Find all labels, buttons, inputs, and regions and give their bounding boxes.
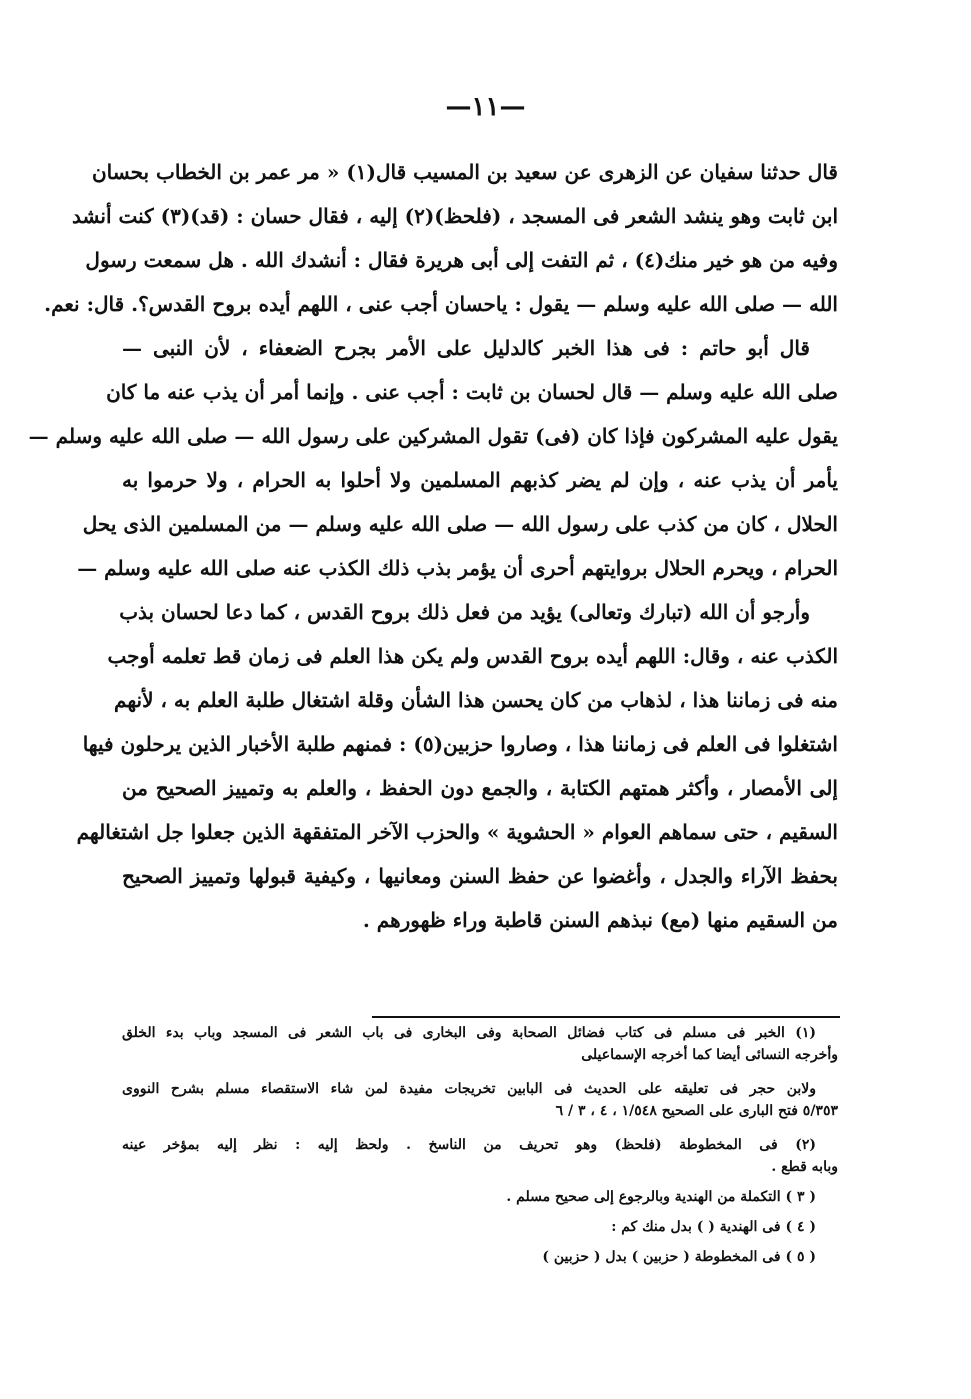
text-line: يقول عليه المشركون فإذا كان (فى) تقول المشركين على رسول الله — صلى الله عليه وسلم — — [28, 424, 838, 448]
page-number: —١١— — [445, 92, 526, 122]
footnote-line: ٥/٣٥٣ فتح البارى على الصحيح ١/٥٤٨ ، ٤ ، ٣ / ٦ — [555, 1103, 838, 1119]
text-line: بحفظ الآراء والجدل ، وأغضوا عن حفظ السنن ومعانيها ، وكيفية قبولها وتمييز الصحيح — [122, 864, 838, 888]
footnote-line: (٢) فى المخطوطة (فلحظ) وهو تحريف من الناسخ . ولحظ إليه : نظر إليه بمؤخر عينه — [122, 1137, 816, 1153]
text-line: وفيه من هو خير منك(٤) ، ثم التفت إلى أبى هريرة فقال : أنشدك الله . هل سمعت رسول — [85, 248, 838, 272]
text-line: يأمر أن يذب عنه ، وإن لم يضر كذبهم المسلمين ولا أحلوا به الحرام ، ولا حرموا به — [122, 468, 838, 492]
text-line: وأرجو أن الله (تبارك وتعالى) يؤيد من فعل ذلك بروح القدس ، كما دعا لحسان بذب — [119, 600, 810, 624]
footnote-line: وبابه قطع . — [771, 1159, 838, 1175]
text-line: الحرام ، ويحرم الحلال بروايتهم أحرى أن يؤمر بذب ذلك الكذب عنه صلى الله عليه وسلم — — [77, 556, 838, 580]
text-line: الحلال ، كان من كذب على رسول الله — صلى الله عليه وسلم — من المسلمين الذى يحل — [82, 512, 838, 536]
footnote-5: ( ٥ ) فى المخطوطة ( حزبين ) بدل ( حزبين ) — [542, 1249, 816, 1265]
text-line: قال أبو حاتم : فى هذا الخبر كالدليل على الأمر بجرح الضعفاء ، لأن النبى — — [122, 336, 810, 360]
footnote-line: وأخرجه النسائى أيضا كما أخرجه الإسماعيلى — [581, 1047, 838, 1063]
text-line: إلى الأمصار ، وأكثر همتهم الكتابة ، والجمع دون الحفظ ، والعلم به وتمييز الصحيح من — [122, 776, 838, 800]
text-line: السقيم ، حتى سماهم العوام « الحشوية » والحزب الآخر المتفقهة الذين جعلوا جل اشتغالهم — [76, 820, 838, 844]
text-line: منه فى زماننا هذا ، لذهاب من كان يحسن هذا الشأن وقلة اشتغال طلبة العلم به ، لأنهم — [114, 688, 838, 712]
text-line: قال حدثنا سفيان عن الزهرى عن سعيد بن المسيب قال(١) « مر عمر بن الخطاب بحسان — [91, 160, 838, 184]
text-line: الكذب عنه ، وقال: اللهم أيده بروح القدس ولم يكن هذا العلم فى زمان قط تعلمه أوجب — [107, 644, 838, 668]
footnotes — [122, 1022, 838, 1268]
footnote-3: ( ٣ ) التكملة من الهندية وبالرجوع إلى صحيح مسلم . — [506, 1189, 816, 1205]
main-text — [28, 150, 838, 942]
text-line: الله — صلى الله عليه وسلم — يقول : ياحسان أجب عنى ، اللهم أيده بروح القدس؟. قال: نعم. — [44, 292, 838, 316]
text-line: اشتغلوا فى العلم فى زماننا هذا ، وصاروا حزبين(٥) : فمنهم طلبة الأخبار الذين يرحلون فيها — [82, 732, 838, 756]
text-line: ابن ثابت وهو ينشد الشعر فى المسجد ، (فلحظ)(٢) إليه ، فقال حسان : (قد)(٣) كنت أنشد — [72, 204, 838, 228]
footnote-line: ولابن حجر فى تعليقه على الحديث فى البابين تخريجات مفيدة لمن شاء الاستقصاء مسلم بشرح النووى — [122, 1081, 816, 1097]
footnote-4: ( ٤ ) فى الهندية ( ) بدل منك كم : — [611, 1219, 816, 1235]
text-line: من السقيم منها (مع) نبذهم السنن قاطبة وراء ظهورهم . — [362, 908, 838, 932]
footnote-line: (١) الخبر فى مسلم فى كتاب فضائل الصحابة وفى البخارى فى باب الشعر فى المسجد وباب بدء الخلق — [122, 1025, 816, 1041]
footnote-divider — [372, 1016, 840, 1018]
text-line: صلى الله عليه وسلم — قال لحسان بن ثابت : أجب عنى . وإنما أمر أن يذب عنه ما كان — [106, 380, 838, 404]
